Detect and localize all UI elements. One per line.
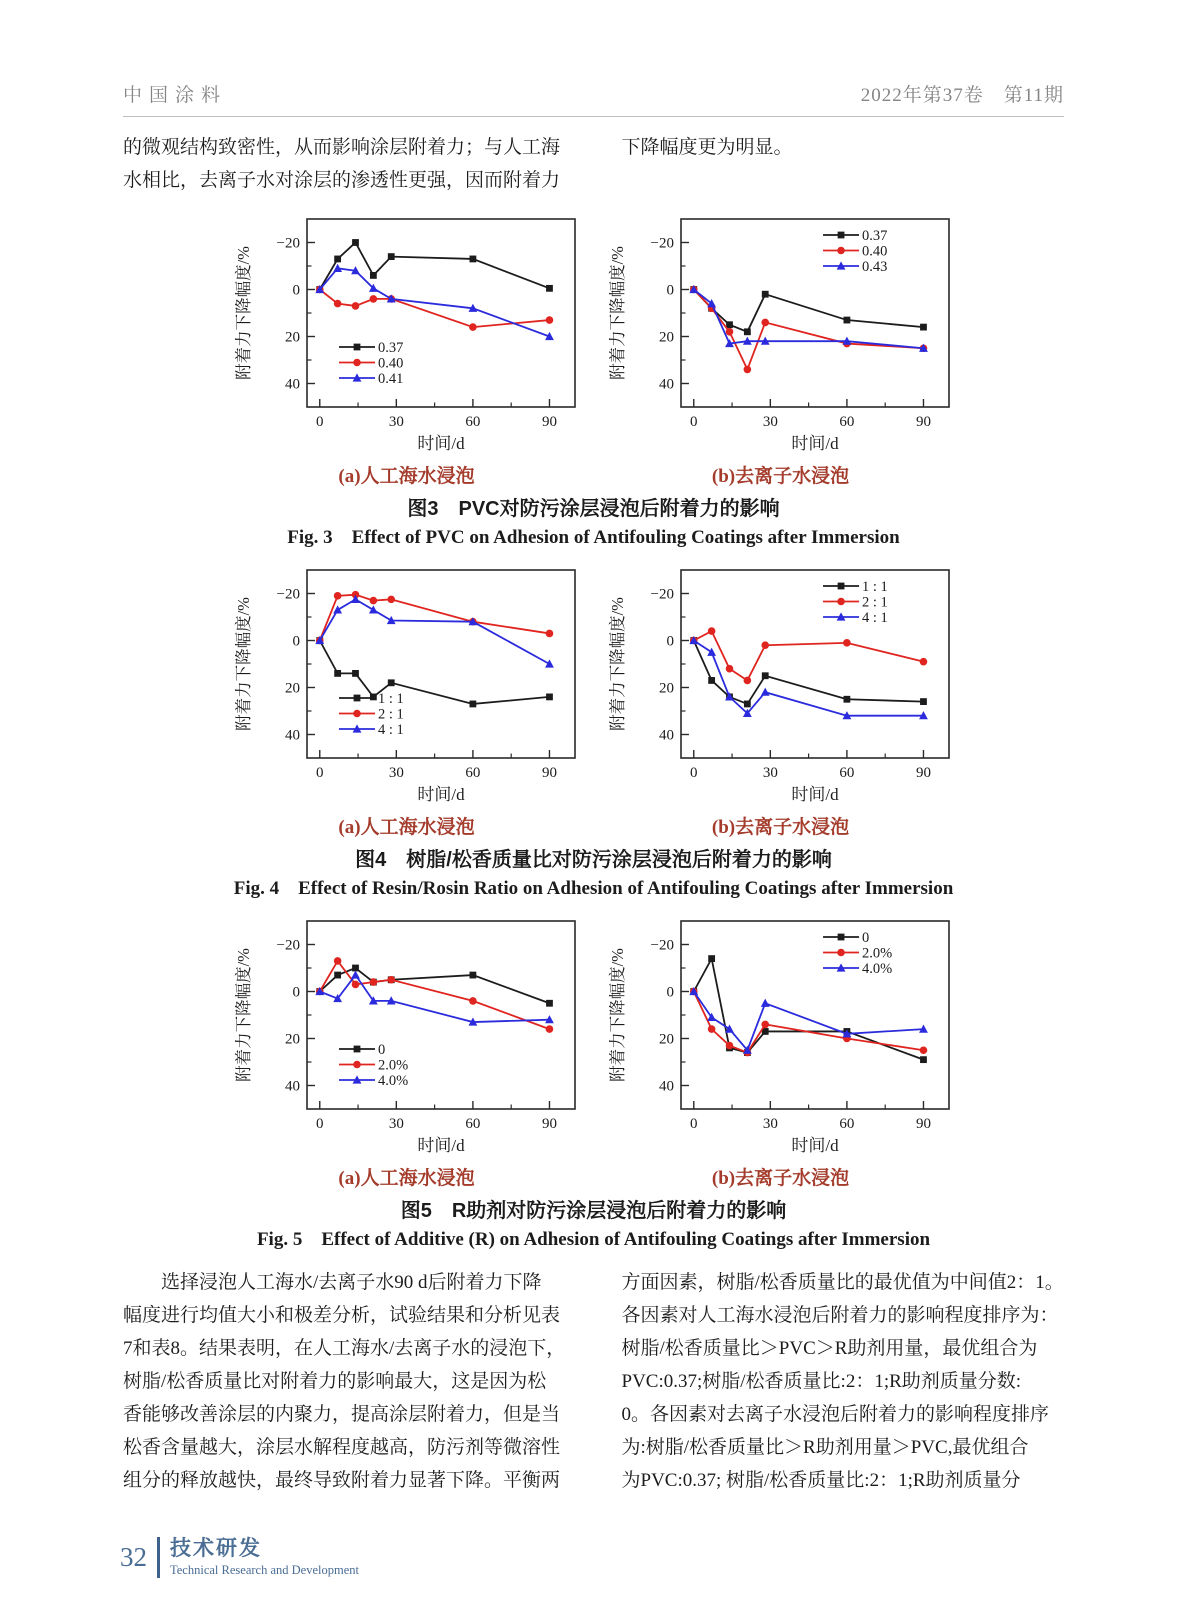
svg-text:−20: −20	[650, 235, 674, 252]
figure-caption-zh: 图5 R助剂对防污涂层浸泡后附着力的影响	[400, 1200, 787, 1222]
svg-text:20: 20	[658, 680, 674, 697]
body-line: 为PVC:0.37; 树脂/松香质量比:2：1;R助剂质量分	[621, 1470, 1021, 1491]
svg-text:90: 90	[541, 1116, 557, 1132]
body-left-column	[123, 1266, 566, 1497]
body-line: 树脂/松香质量比对附着力的影响最大，这是因为松	[123, 1371, 547, 1392]
body-line: PVC:0.37;树脂/松香质量比:2：1;R助剂质量分数:	[621, 1371, 1022, 1392]
svg-text:附着力下降幅度/%: 附着力下降幅度/%	[607, 246, 627, 380]
body-line: 方面因素，树脂/松香质量比的最优值为中间值2：1。	[621, 1272, 1064, 1293]
svg-text:0: 0	[689, 1116, 698, 1132]
line-chart-svg	[601, 911, 961, 1163]
svg-text:时间/d: 时间/d	[416, 1136, 465, 1155]
svg-text:时间/d: 时间/d	[790, 434, 839, 453]
chart-subcaption: (a)人工海水浸泡	[338, 466, 475, 487]
svg-text:0: 0	[689, 414, 698, 430]
svg-text:时间/d: 时间/d	[790, 785, 839, 804]
body-line: 选择浸泡人工海水/去离子水90 d后附着力下降	[123, 1272, 542, 1293]
journal-name: 中国涂料	[123, 85, 228, 106]
svg-text:0: 0	[377, 1042, 385, 1058]
svg-text:40: 40	[284, 727, 300, 744]
body-line: 0。各因素对去离子水浸泡后附着力的影响程度排序	[621, 1404, 1050, 1425]
figure-3	[0, 209, 1187, 550]
chart	[227, 911, 587, 1190]
svg-text:40: 40	[658, 1078, 674, 1095]
figure-5	[0, 911, 1187, 1252]
chart	[227, 209, 587, 488]
svg-text:20: 20	[658, 329, 674, 346]
intro-text	[123, 131, 1064, 197]
body-right-column	[622, 1266, 1065, 1497]
svg-text:30: 30	[388, 414, 404, 430]
svg-text:20: 20	[284, 680, 300, 697]
chart	[601, 209, 961, 488]
body-line: 7和表8。结果表明，在人工海水/去离子水的浸泡下，	[123, 1338, 566, 1359]
svg-text:0.37: 0.37	[861, 228, 887, 244]
figure-caption-zh: 图4 树脂/松香质量比对防污涂层浸泡后附着力的影响	[355, 849, 832, 871]
line-chart-svg	[227, 911, 587, 1163]
svg-text:附着力下降幅度/%: 附着力下降幅度/%	[607, 948, 627, 1082]
svg-text:20: 20	[284, 1031, 300, 1048]
body-line: 各因素对人工海水浸泡后附着力的影响程度排序为：	[621, 1305, 1059, 1326]
svg-text:0: 0	[666, 633, 674, 650]
svg-text:0.40: 0.40	[377, 355, 403, 372]
intro-left-column	[123, 131, 566, 197]
svg-text:附着力下降幅度/%: 附着力下降幅度/%	[233, 246, 253, 380]
svg-text:0: 0	[689, 765, 698, 781]
svg-text:40: 40	[658, 376, 674, 393]
svg-text:4.0%: 4.0%	[377, 1073, 408, 1089]
svg-text:60: 60	[464, 1116, 480, 1132]
svg-text:附着力下降幅度/%: 附着力下降幅度/%	[607, 597, 627, 731]
svg-text:0.40: 0.40	[861, 243, 887, 260]
svg-text:90: 90	[541, 414, 557, 430]
svg-text:30: 30	[388, 765, 404, 781]
svg-text:90: 90	[541, 765, 557, 781]
figure-caption-en: Fig. 4 Effect of Resin/Rosin Ratio on Adhesion of Antifouling Coatings after Immersion	[233, 878, 954, 899]
line-chart-svg	[601, 560, 961, 812]
svg-text:60: 60	[464, 765, 480, 781]
page-header	[123, 0, 1064, 117]
chart-row	[0, 560, 1187, 839]
body-line: 幅度进行均值大小和极差分析，试验结果和分析见表	[123, 1305, 561, 1326]
svg-text:2.0%: 2.0%	[377, 1057, 408, 1074]
section-title-en: Technical Research and Development	[170, 1563, 359, 1577]
svg-text:时间/d: 时间/d	[416, 434, 465, 453]
svg-text:60: 60	[838, 765, 854, 781]
figure-caption-en: Fig. 5 Effect of Additive (R) on Adhesion of Antifouling Coatings after Immersion	[256, 1229, 931, 1250]
svg-text:20: 20	[284, 329, 300, 346]
chart-subcaption: (a)人工海水浸泡	[338, 1168, 475, 1189]
svg-text:40: 40	[284, 1078, 300, 1095]
section-block	[157, 1537, 359, 1578]
intro-line: 水相比，去离子水对涂层的渗透性更强，因而附着力	[123, 170, 561, 191]
figure-caption-zh: 图3 PVC对防污涂层浸泡后附着力的影响	[407, 498, 780, 520]
figures-area	[0, 209, 1187, 1252]
svg-text:2.0%: 2.0%	[861, 945, 892, 962]
intro-line: 的微观结构致密性，从而影响涂层附着力；与人工海	[123, 137, 561, 158]
chart-row	[0, 911, 1187, 1190]
chart-subcaption: (b)去离子水浸泡	[711, 466, 850, 487]
svg-text:90: 90	[915, 1116, 931, 1132]
page-number: 32	[120, 1542, 147, 1572]
line-chart-svg	[227, 209, 587, 461]
line-chart-svg	[227, 560, 587, 812]
svg-text:90: 90	[915, 765, 931, 781]
svg-text:4.0%: 4.0%	[861, 961, 892, 977]
body-line: 组分的释放越快，最终导致附着力显著下降。平衡两	[123, 1470, 561, 1491]
svg-text:−20: −20	[650, 586, 674, 603]
svg-text:60: 60	[838, 414, 854, 430]
body-line: 树脂/松香质量比＞PVC＞R助剂用量，最优组合为	[621, 1338, 1038, 1359]
svg-text:0.37: 0.37	[377, 340, 403, 356]
svg-text:0: 0	[666, 984, 674, 1001]
svg-text:0: 0	[292, 282, 300, 299]
chart	[601, 560, 961, 839]
intro-line: 下降幅度更为明显。	[621, 137, 793, 158]
body-line: 香能够改善涂层的内聚力，提高涂层附着力，但是当	[123, 1404, 561, 1425]
svg-text:0.43: 0.43	[861, 259, 887, 275]
body-text	[123, 1266, 1064, 1497]
svg-text:0.41: 0.41	[377, 371, 403, 387]
line-chart-svg	[601, 209, 961, 461]
svg-text:90: 90	[915, 414, 931, 430]
chart	[601, 911, 961, 1190]
svg-text:0: 0	[315, 414, 324, 430]
svg-text:30: 30	[762, 414, 778, 430]
svg-text:时间/d: 时间/d	[790, 1136, 839, 1155]
body-line: 松香含量越大，涂层水解程度越高，防污剂等微溶性	[123, 1437, 561, 1458]
svg-text:0: 0	[315, 765, 324, 781]
svg-text:30: 30	[762, 1116, 778, 1132]
svg-text:0: 0	[666, 282, 674, 299]
intro-right-column	[622, 131, 1065, 197]
chart	[227, 560, 587, 839]
svg-text:0: 0	[292, 984, 300, 1001]
chart-subcaption: (b)去离子水浸泡	[711, 817, 850, 838]
svg-text:4 : 1: 4 : 1	[861, 610, 888, 626]
svg-text:−20: −20	[650, 937, 674, 954]
svg-text:30: 30	[762, 765, 778, 781]
section-title-zh: 技术研发	[170, 1537, 262, 1560]
svg-text:20: 20	[658, 1031, 674, 1048]
chart-row	[0, 209, 1187, 488]
issue-info: 2022年第37卷 第11期	[860, 85, 1064, 106]
svg-text:30: 30	[388, 1116, 404, 1132]
svg-text:60: 60	[838, 1116, 854, 1132]
svg-text:40: 40	[284, 376, 300, 393]
svg-text:−20: −20	[276, 937, 300, 954]
chart-subcaption: (a)人工海水浸泡	[338, 817, 475, 838]
svg-text:0: 0	[292, 633, 300, 650]
svg-text:时间/d: 时间/d	[416, 785, 465, 804]
svg-text:2 : 1: 2 : 1	[861, 594, 888, 611]
chart-subcaption: (b)去离子水浸泡	[711, 1168, 850, 1189]
svg-text:0: 0	[315, 1116, 324, 1132]
svg-text:2 : 1: 2 : 1	[377, 706, 404, 723]
page-footer	[120, 1537, 1187, 1578]
body-line: 为:树脂/松香质量比＞R助剂用量＞PVC,最优组合	[621, 1437, 1029, 1458]
figure-caption-en: Fig. 3 Effect of PVC on Adhesion of Antifouling Coatings after Immersion	[287, 527, 900, 548]
svg-text:附着力下降幅度/%: 附着力下降幅度/%	[233, 948, 253, 1082]
svg-text:附着力下降幅度/%: 附着力下降幅度/%	[233, 597, 253, 731]
figure-4	[0, 560, 1187, 901]
svg-text:0: 0	[861, 930, 869, 946]
svg-text:−20: −20	[276, 235, 300, 252]
svg-text:1 : 1: 1 : 1	[861, 579, 888, 595]
svg-text:−20: −20	[276, 586, 300, 603]
svg-text:4 : 1: 4 : 1	[377, 722, 404, 738]
svg-text:1 : 1: 1 : 1	[377, 691, 404, 707]
svg-text:60: 60	[464, 414, 480, 430]
svg-text:40: 40	[658, 727, 674, 744]
